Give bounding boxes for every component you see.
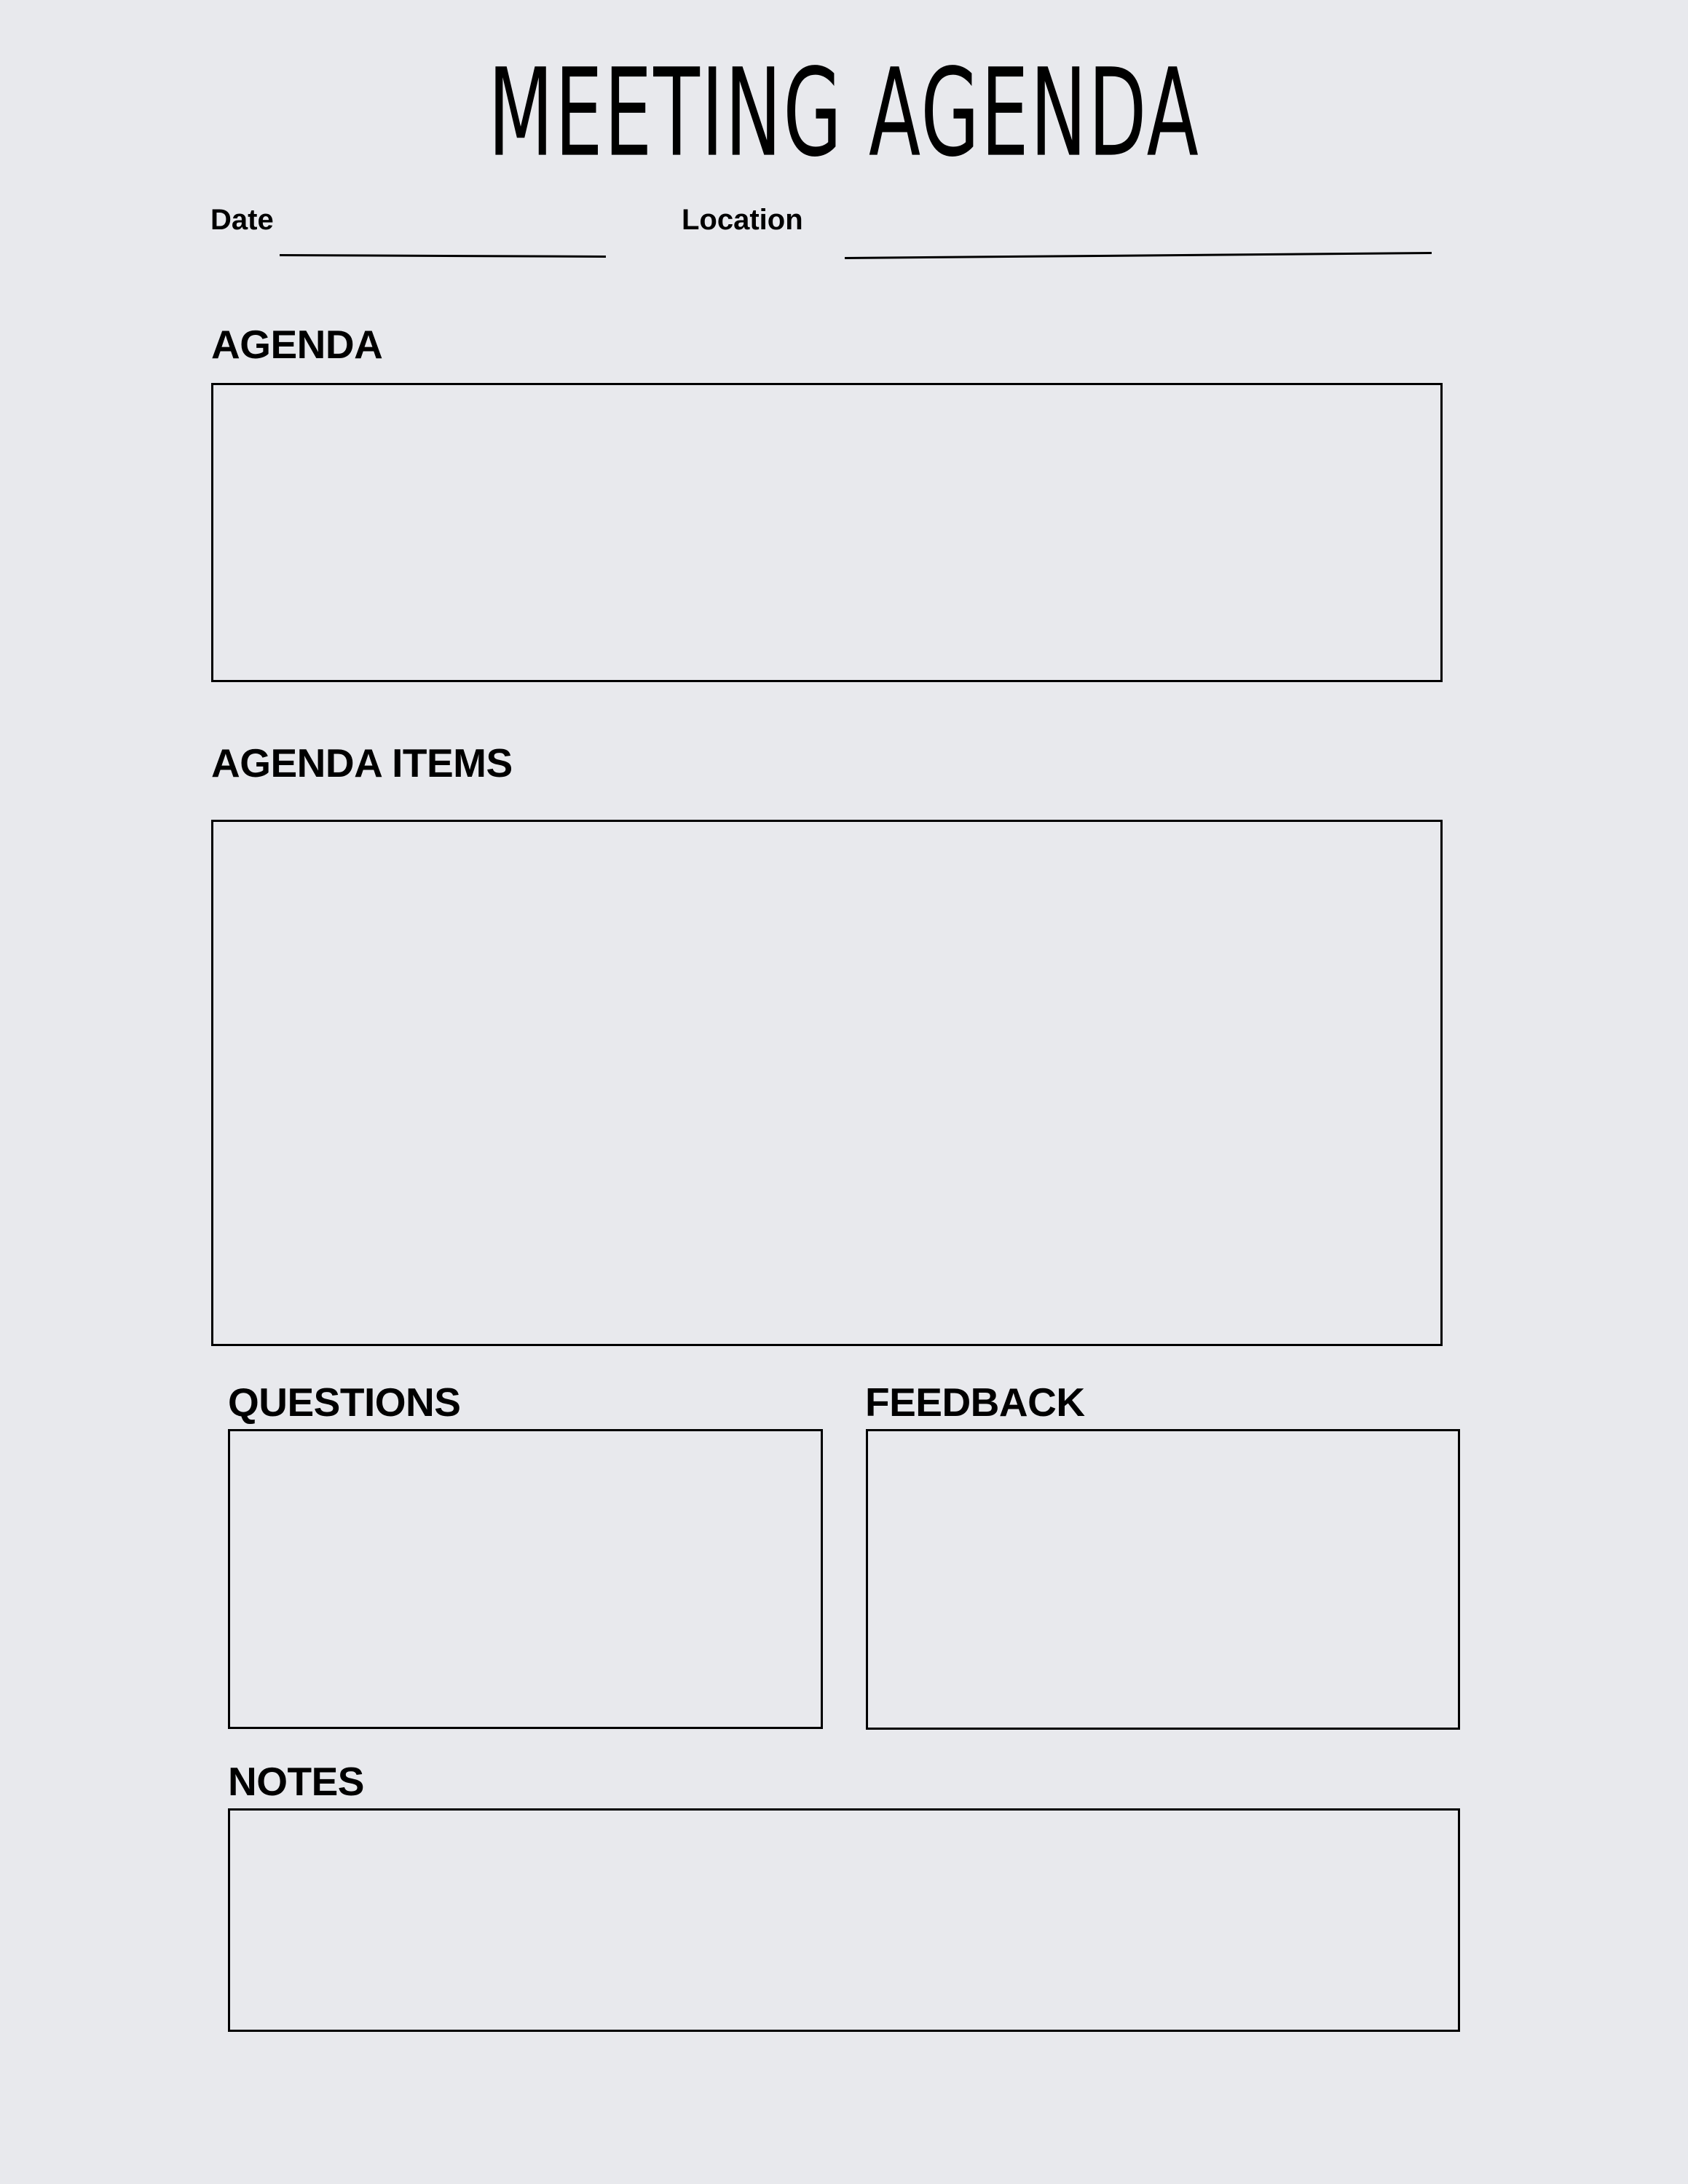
agenda-items-box[interactable] [211,820,1443,1346]
page-title: MEETING AGENDA [488,41,1200,184]
feedback-heading: FEEDBACK [865,1380,1085,1425]
feedback-box[interactable] [866,1429,1460,1730]
notes-heading: NOTES [228,1759,364,1804]
notes-box[interactable] [228,1808,1460,2032]
questions-heading: QUESTIONS [228,1380,461,1425]
agenda-items-heading: AGENDA ITEMS [211,740,513,786]
date-label: Date [210,204,274,236]
location-label: Location [682,204,803,236]
date-line[interactable] [280,254,606,258]
location-line[interactable] [845,252,1432,259]
agenda-box[interactable] [211,383,1443,682]
questions-box[interactable] [228,1429,823,1729]
agenda-heading: AGENDA [211,322,383,367]
